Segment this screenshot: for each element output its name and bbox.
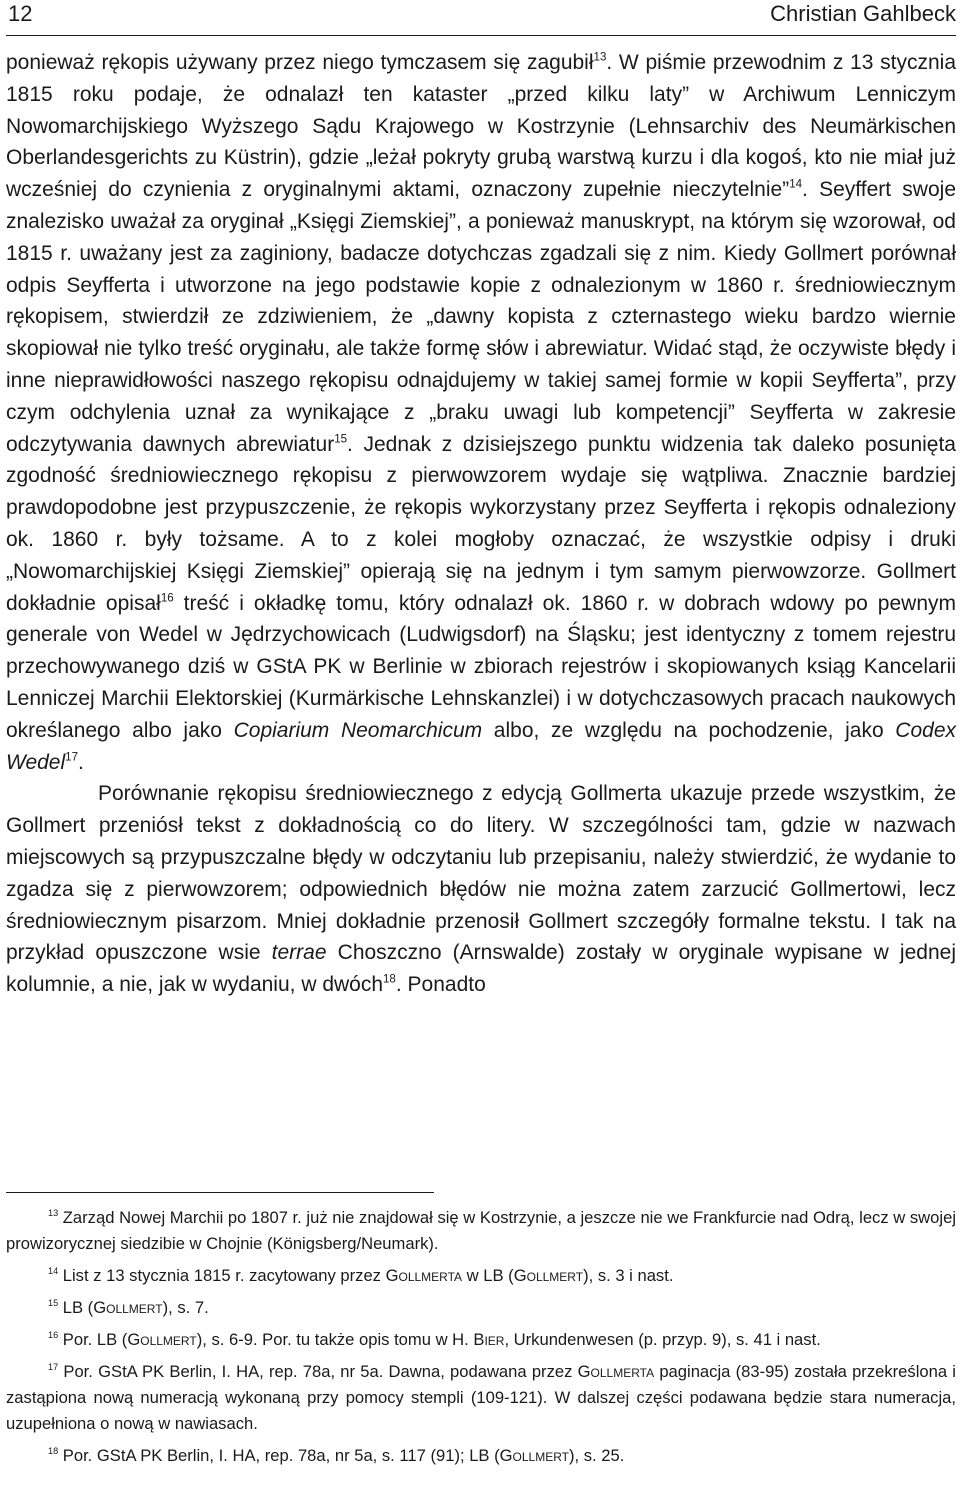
footnote-14 [6,1263,956,1289]
footnote-18 [6,1443,956,1469]
footnote-text: ), s. 7. [162,1298,209,1317]
text-run: albo, ze względu na pochodzenie, jako [482,718,896,742]
text-run: . [78,750,84,774]
footnote-text: ), s. 25. [569,1446,625,1465]
text-run: . Jednak z dzisiejszego punktu widzenia tak daleko posunięta zgodność średniowiecznego rękopisu z pierwowzorem wydaje się wątpliwa. Znacznie bardziej prawdopodobne jest przypuszczenie, że rękopis wykorzystany przez Seyfferta i rękopis odnaleziony ok. 1860 r. były tożsame. A to z kolei mogłoby oznaczać, że wszystkie odpisy i druki „Nowomarchijskiej Księgi Ziemskiej” opierają się na jednym i tym samym pierwowzorze. Gollmert dokładnie opisał [6,432,956,615]
paragraph-1 [6,47,956,778]
text-run: Porównanie rękopisu średniowiecznego z edycją Gollmerta ukazuje przede wszystkim, że Gollmert przeniósł tekst z dokładnością co do litery. W szczególności tam, gdzie w nazwach miejscowych są przypuszczalne błędy w odczytaniu lub przepisaniu, należy stwierdzić, że wydanie to zgadza się z pierwowzorem; odpowiednich błędów nie można zatem zarzucić Gollmertowi, lecz średniowiecznym pisarzom. Mniej dokładnie przenosił Gollmert szczegóły formalne tekstu. I tak na przykład opuszczone wsie [6,782,956,965]
footnote-text: LB ( [58,1298,94,1317]
author-name: Gollmerta [577,1362,655,1381]
footnote-text: Por. GStA PK Berlin, I. HA, rep. 78a, nr 5a. Dawna, podawana przez [58,1362,578,1381]
footnote-text: w LB ( [462,1266,514,1285]
running-author: Christian Gahlbeck [770,1,956,26]
footnote-number: 14 [48,1266,59,1277]
italic-term: terrae [271,941,327,965]
footnote-ref-18[interactable]: 18 [383,973,396,986]
italic-title: Codex Wedel [6,718,956,774]
author-name: Gollmerta [385,1266,463,1285]
footnote-text: List z 13 stycznia 1815 r. zacytowany przez [58,1266,386,1285]
footnotes [6,1205,956,1475]
author-name: Gollmert [127,1330,197,1349]
author-name: Gollmert [93,1298,163,1317]
page-number: 12 [8,1,33,26]
footnote-text: Por. GStA PK Berlin, I. HA, rep. 78a, nr 5a, s. 117 (91); LB ( [58,1446,500,1465]
footnote-13 [6,1205,956,1257]
footnote-text: ), s. 6-9. Por. tu także opis tomu w H. [196,1330,474,1349]
footnote-number: 17 [48,1362,59,1373]
text-run: ponieważ rękopis używany przez niego tymczasem się zagubił [6,51,594,74]
footnote-17 [6,1359,956,1437]
paragraph-2 [6,778,956,1001]
text-run: . Seyffert swoje znalezisko uważał za oryginał „Księgi Ziemskiej”, a ponieważ manuskrypt, na którym się wzorował, od 1815 r. uważany jest za zaginiony, badacze dotychczas zgadzali się z nim. Kiedy Gollmert porównał odpis Seyfferta i utworzone na jego podstawie kopie z odnalezionym w 1860 r. średniowiecznym rękopisem, stwierdził ze zdziwieniem, że „dawny kopista z czternastego wieku bardzo wiernie skopiował nie tylko treść oryginału, ale także formę słów i abrewiatur. Widać stąd, że oczywiste błędy i inne nieprawidłowości naszego rękopisu odnajdujemy w takiej samej formie w kopii Seyfferta”, przy czym odchylenia uznał za wynikające z „braku uwagi lub kompetencji” Seyfferta w zakresie odczytywania dawnych abrewiatur [6,178,956,456]
footnote-text: paginacja (83-95) została przekreślona i zastąpiona nową numeracją wykonaną przy pomocy stempli (109-121). W dalszej części podawana będzie stara numeracja, uzupełniona o nową w nawiasach. [6,1362,956,1433]
footnote-number: 15 [48,1298,59,1309]
footnote-text: , Urkundenwesen (p. przyp. 9), s. 41 i nast. [504,1330,821,1349]
text-run: Choszczno (Arnswalde) zostały w oryginale wypisane w jednej kolumnie, a nie, jak w wydaniu, w dwóch [6,941,956,997]
footnote-ref-13[interactable]: 13 [593,51,607,64]
text-run: . Ponadto [395,973,486,997]
italic-title: Copiarium Neomarchicum [233,718,483,742]
text-run: treść i okładkę tomu, który odnalazł ok. 1860 r. w dobrach wdowy po pewnym generale von Wedel w Jędrzychowicach (Ludwigsdorf) na Śląsku; jest identyczny z tomem rejestru przechowywanego dziś w GStA PK w Berlinie w zbiorach rejestrów i skopiowanych ksiąg Kancelarii Lenniczej Marchii Elektorskiej (Kurmärkische Lehnskanzlei) i w dotychczasowych pracach naukowych określanego albo jako [6,591,957,742]
running-header [6,0,956,36]
footnote-text: Zarząd Nowej Marchii po 1807 r. już nie znajdował się w Kostrzynie, a jeszcze nie we Frankfurcie nad Odrą, lecz w swojej prowizorycznej siedzibie w Chojnie (Königsberg/Neumark). [6,1208,956,1253]
footnote-number: 13 [48,1208,59,1219]
footnote-text: ), s. 3 i nast. [583,1266,674,1285]
footnote-ref-14[interactable]: 14 [789,178,803,191]
header-rule [6,35,956,36]
footnote-ref-15[interactable]: 15 [334,432,348,445]
footnote-separator [6,1192,434,1193]
text-run: . W piśmie przewodnim z 13 stycznia 1815 roku podaje, że odnalazł ten kataster „przed kilku laty” w Archiwum Lenniczym Nowomarchijskiego Wyższego Sądu Krajowego w Kostrzynie (Lehnsarchiv des Neumärkischen Oberlandesgerichts zu Küstrin), gdzie „leżał pokryty grubą warstwą kurzu i dla kogoś, kto nie miał już wcześniej do czynienia z oryginalnymi aktami, oznaczony zupełnie nieczytelnie” [6,51,957,202]
author-name: Gollmert [499,1446,570,1465]
footnote-ref-17[interactable]: 17 [65,750,78,763]
footnote-number: 18 [48,1446,59,1457]
footnote-16 [6,1327,956,1353]
footnote-15 [6,1295,956,1321]
footnote-text: Por. LB ( [58,1330,128,1349]
main-text [6,47,956,1001]
footnote-ref-16[interactable]: 16 [160,591,174,604]
footnote-number: 16 [48,1330,59,1341]
author-name: Gollmert [513,1266,584,1285]
author-name: Bier [473,1330,505,1349]
